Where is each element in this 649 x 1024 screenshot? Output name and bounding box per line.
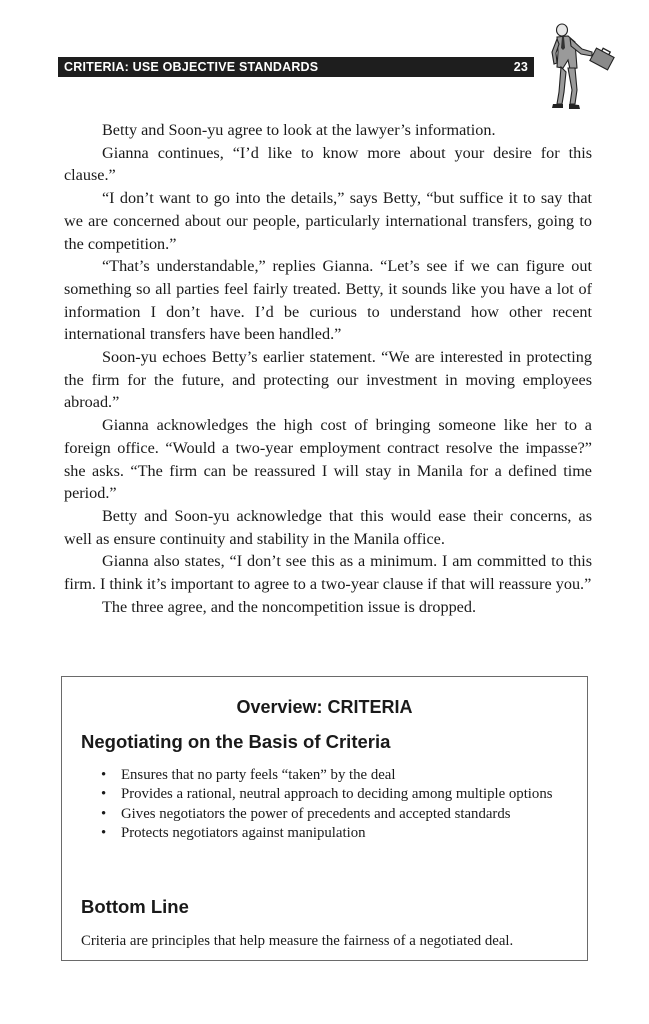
bullet-item: • Provides a rational, neutral approach to deciding among multiple options (99, 785, 575, 804)
paragraph: Gianna acknowledges the high cost of bringing someone like her to a foreign office. “Would a two-year employment contract resolve the impasse?” she asks. “The firm can be reassured I will stay in Manila for a defined time period.” (64, 416, 592, 503)
paragraph: Soon-yu echoes Betty’s earlier statement. “We are interested in protecting the firm for the future, and protecting our investment in moving employees abroad.” (64, 348, 592, 412)
paragraph: “I don’t want to go into the details,” says Betty, “but suffice it to say that we are concerned about our people, particularly international transfers, going to the competition.” (64, 189, 592, 253)
bottom-line-heading: Bottom Line (81, 896, 189, 917)
narrative-text (64, 119, 592, 618)
paragraph: Betty and Soon-yu agree to look at the lawyer’s information. (102, 121, 496, 139)
businessman-with-briefcase-icon (548, 22, 620, 112)
bullet-item: • Gives negotiators the power of precedents and accepted standards (99, 805, 575, 824)
paragraph: Betty and Soon-yu acknowledge that this would ease their concerns, as well as ensure continuity and stability in the Manila office. (64, 506, 592, 548)
overview-bullet-list (99, 766, 575, 843)
page-number: 23 (513, 60, 528, 74)
bottom-line-text: Criteria are principles that help measure the fairness of a negotiated deal. (81, 933, 514, 949)
bullet-item: • Ensures that no party feels “taken” by the deal (99, 766, 575, 785)
paragraph: Gianna also states, “I don’t see this as a minimum. I am committed to this firm. I think it’s important to agree to a two-year clause if that will reassure you.” (64, 552, 592, 594)
paragraph: The three agree, and the noncompetition issue is dropped. (102, 597, 476, 616)
chapter-title: CRITERIA: USE OBJECTIVE STANDARDS (64, 60, 319, 74)
overview-title: Overview: CRITERIA (236, 697, 413, 717)
overview-box (61, 676, 588, 961)
paragraph: “That’s understandable,” replies Gianna. “Let’s see if we can figure out something so all parties feel fairly treated. Betty, it sounds like you have a lot of information I don’t have. I’d be curious to understand how other recent international transfers have been handled.” (64, 257, 592, 344)
paragraph: Gianna continues, “I’d like to know more about your desire for this clause.” (64, 143, 592, 185)
bullet-item: • Protects negotiators against manipulation (99, 824, 575, 843)
running-header (58, 57, 534, 77)
overview-heading: Negotiating on the Basis of Criteria (81, 731, 391, 752)
